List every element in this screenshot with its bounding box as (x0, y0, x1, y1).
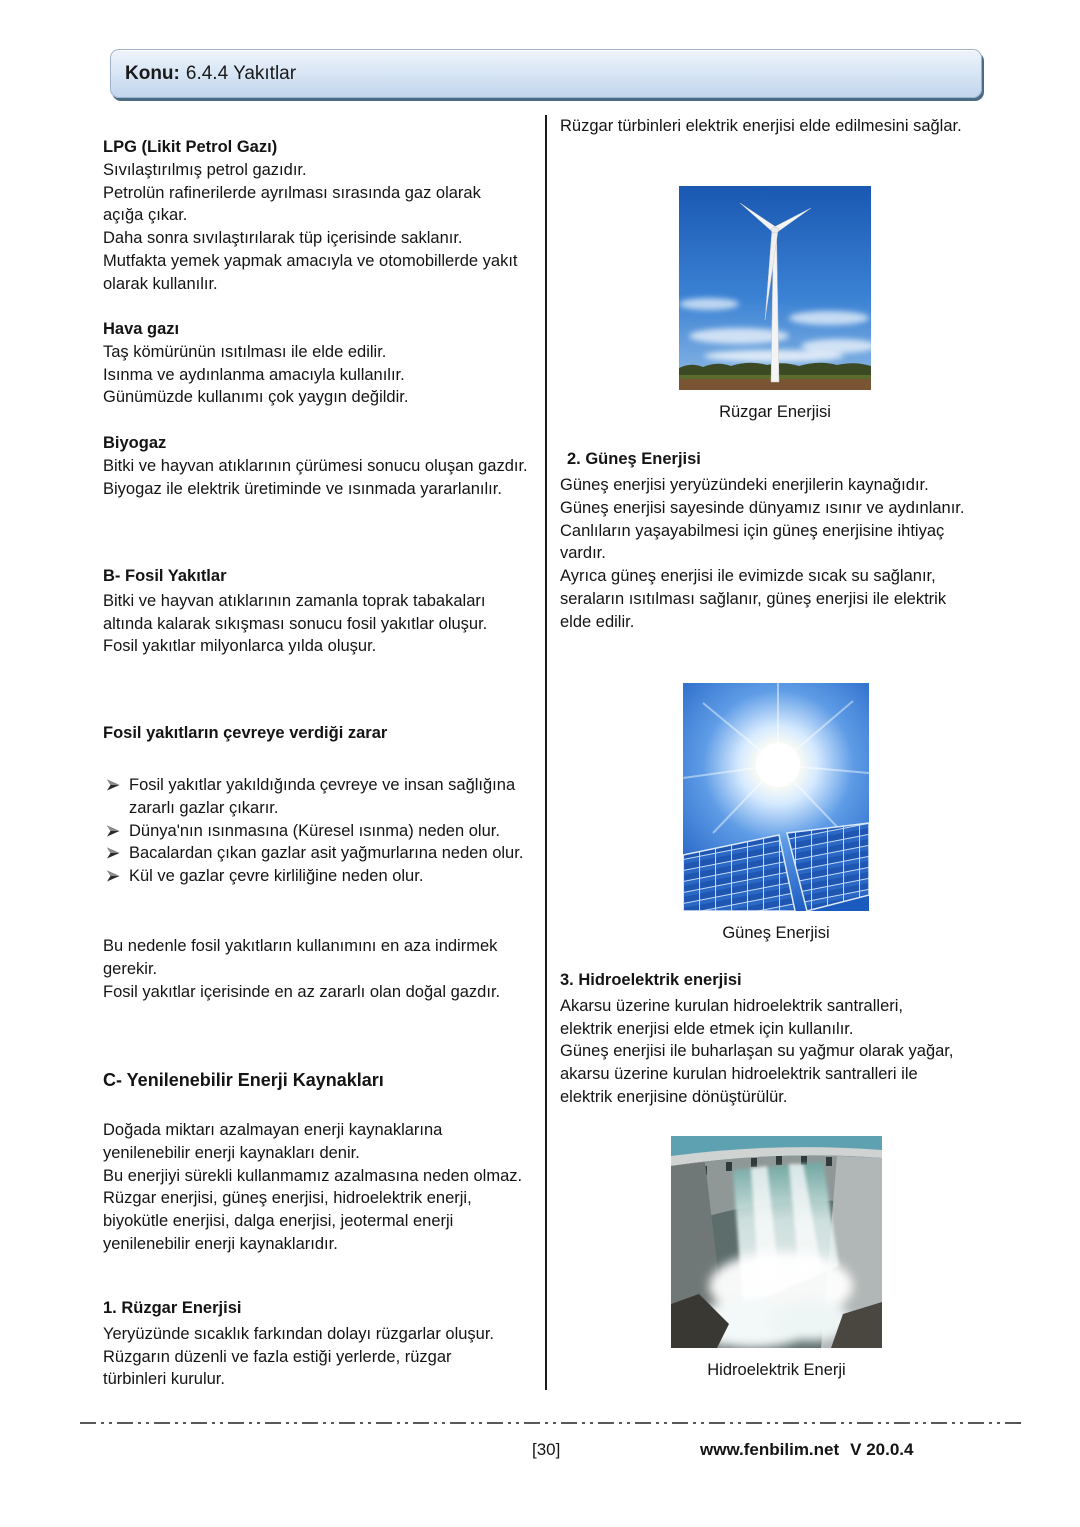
text-line: Fosil yakıtlar yakıldığında çevreye ve insan sağlığına (129, 776, 516, 794)
footer-divider (80, 1418, 1026, 1428)
text-line: Dünya'nın ısınmasına (Küresel ısınma) neden olur. (129, 821, 500, 840)
section-lpg (103, 136, 518, 296)
heading-hidroelektrik: 3. Hidroelektrik enerjisi (560, 971, 742, 989)
text-line: Rüzgar türbinleri elektrik enerjisi elde edilmesini sağlar. (560, 117, 962, 135)
section-fosil-zarar-heading (103, 722, 387, 745)
text-line: Güneş enerjisi sayesinde dünyamız ısınır ve aydınlanır. (560, 498, 965, 517)
text-line: Canlıların yaşayabilmesi için güneş enerjisine ihtiyaç (560, 521, 945, 540)
text-line: zararlı gazlar çıkarır. (129, 798, 279, 817)
heading-gunes-enerjisi: 2. Güneş Enerjisi (567, 450, 701, 468)
caption-ruzgar: Rüzgar Enerjisi (719, 403, 831, 421)
section-sonuc (103, 935, 500, 1003)
text-line: Yeryüzünde sıcaklık farkından dolayı rüzgarlar oluşur. (103, 1324, 495, 1343)
text-line: biyokütle enerjisi, dalga enerjisi, jeotermal enerji (103, 1212, 454, 1231)
text-line: Biyogaz ile elektrik üretiminde ve ısınmada yararlanılır. (103, 479, 502, 498)
text-line: yenilenebilir enerji kaynakları denir. (103, 1143, 360, 1162)
text-line: Bitki ve hayvan atıklarının çürümesi sonucu oluşan gazdır. (103, 456, 528, 475)
bullet-arrow-icon (107, 825, 120, 837)
text-line: Güneş enerjisi ile buharlaşan su yağmur olarak yağar, (560, 1042, 954, 1061)
topic-label: Konu: (125, 63, 180, 84)
text-line: türbinleri kurulur. (103, 1370, 225, 1389)
topic-title (125, 50, 296, 97)
wind-turbine-image (679, 186, 871, 390)
column-divider (545, 115, 547, 1390)
bullet-arrow-icon (107, 847, 120, 859)
section-fosil-yakitlar (103, 565, 487, 658)
bullet-arrow-icon (107, 870, 120, 882)
version-label: V 20.0.4 (850, 1440, 914, 1459)
heading-fosil-zarar: Fosil yakıtların çevreye verdiği zarar (103, 724, 388, 742)
bullet-arrow-icon (107, 779, 120, 791)
text-line: açığa çıkar. (103, 206, 188, 225)
text-line: vardır. (560, 544, 606, 563)
text-line: altında kalarak sıkışması sonucu fosil yakıtlar oluşur. (103, 614, 488, 633)
list-item (103, 820, 523, 843)
section-gunes-enerjisi (560, 474, 964, 634)
text-line: Sıvılaştırılmış petrol gazıdır. (103, 160, 307, 179)
text-line: Bu enerjiyi sürekli kullanmamız azalmasına neden olmaz. (103, 1166, 523, 1185)
list-item (103, 865, 523, 888)
text-line: elektrik enerjisi elde etmek için kullanılır. (560, 1019, 854, 1038)
text-line: seraların ısıtılması sağlanır, güneş enerjisi ile elektrik (560, 589, 947, 608)
caption-gunes: Güneş Enerjisi (722, 924, 830, 942)
section-ruzgar-devam (560, 115, 962, 138)
heading-fosil-yakitlar: B- Fosil Yakıtlar (103, 567, 227, 585)
footer-site (700, 1439, 913, 1461)
site-url: www.fenbilim.net (700, 1440, 840, 1459)
heading-yenilenebilir: C- Yenilenebilir Enerji Kaynakları (103, 1070, 384, 1090)
topic-name: 6.4.4 Yakıtlar (185, 63, 297, 84)
text-line: Bu nedenle fosil yakıtların kullanımını en aza indirmek (103, 937, 498, 955)
text-line: Ayrıca güneş enerjisi ile evimizde sıcak su sağlanır, (560, 567, 936, 586)
topic-header (110, 49, 982, 98)
text-line: akarsu üzerine kurulan hidroelektrik santralleri ile (560, 1065, 918, 1084)
dam-image (671, 1136, 882, 1348)
text-line: olarak kullanılır. (103, 274, 218, 293)
heading-hava-gazi: Hava gazı (103, 320, 180, 338)
list-item (103, 774, 523, 820)
text-line: Bacalardan çıkan gazlar asit yağmurlarına neden olur. (129, 844, 524, 863)
section-ruzgar-enerjisi (103, 1297, 494, 1391)
text-line: gerekir. (103, 959, 158, 978)
page-number: [30] (532, 1440, 561, 1459)
text-line: Rüzgar enerjisi, güneş enerjisi, hidroelektrik enerji, (103, 1189, 472, 1208)
section-yenilenebilir (103, 1119, 522, 1256)
text-line: Bitki ve hayvan atıklarının zamanla toprak tabakaları (103, 591, 486, 610)
text-line: Günümüzde kullanımı çok yaygın değildir. (103, 388, 409, 407)
text-line: Fosil yakıtlar milyonlarca yılda oluşur. (103, 637, 377, 656)
text-line: Akarsu üzerine kurulan hidroelektrik santralleri, (560, 996, 903, 1015)
section-gunes-heading (567, 448, 701, 471)
text-line: elektrik enerjisine dönüştürülür. (560, 1087, 788, 1106)
section-biyogaz (103, 432, 528, 500)
text-line: Petrolün rafinerilerde ayrılması sırasında gaz olarak (103, 183, 481, 202)
text-line: Doğada miktarı azalmayan enerji kaynaklarına (103, 1121, 443, 1139)
section-hava-gazi (103, 318, 408, 409)
section-hidroelektrik (560, 969, 953, 1109)
text-line: Mutfakta yemek yapmak amacıyla ve otomobillerde yakıt (103, 251, 518, 270)
text-line: Rüzgarın düzenli ve fazla estiği yerlerde, rüzgar (103, 1347, 452, 1366)
text-line: yenilenebilir enerji kaynaklarıdır. (103, 1234, 338, 1253)
text-line: elde edilir. (560, 612, 635, 631)
solar-energy-image (683, 683, 869, 911)
text-line: Taş kömürünün ısıtılması ile elde edilir. (103, 342, 387, 361)
text-line: Güneş enerjisi yeryüzündeki enerjilerin kaynağıdır. (560, 476, 929, 494)
heading-lpg: LPG (Likit Petrol Gazı) (103, 138, 278, 156)
text-line: Kül ve gazlar çevre kirliliğine neden olur. (129, 867, 424, 886)
list-item (103, 842, 523, 865)
bullet-list (103, 774, 523, 888)
caption-hidroelektrik: Hidroelektrik Enerji (707, 1361, 846, 1379)
text-line: Daha sonra sıvılaştırılarak tüp içerisinde saklanır. (103, 229, 463, 248)
text-line: Isınma ve aydınlanma amacıyla kullanılır. (103, 365, 405, 384)
text-line: Fosil yakıtlar içerisinde en az zararlı olan doğal gazdır. (103, 982, 501, 1001)
heading-ruzgar-enerjisi: 1. Rüzgar Enerjisi (103, 1299, 242, 1317)
heading-biyogaz: Biyogaz (103, 434, 167, 452)
